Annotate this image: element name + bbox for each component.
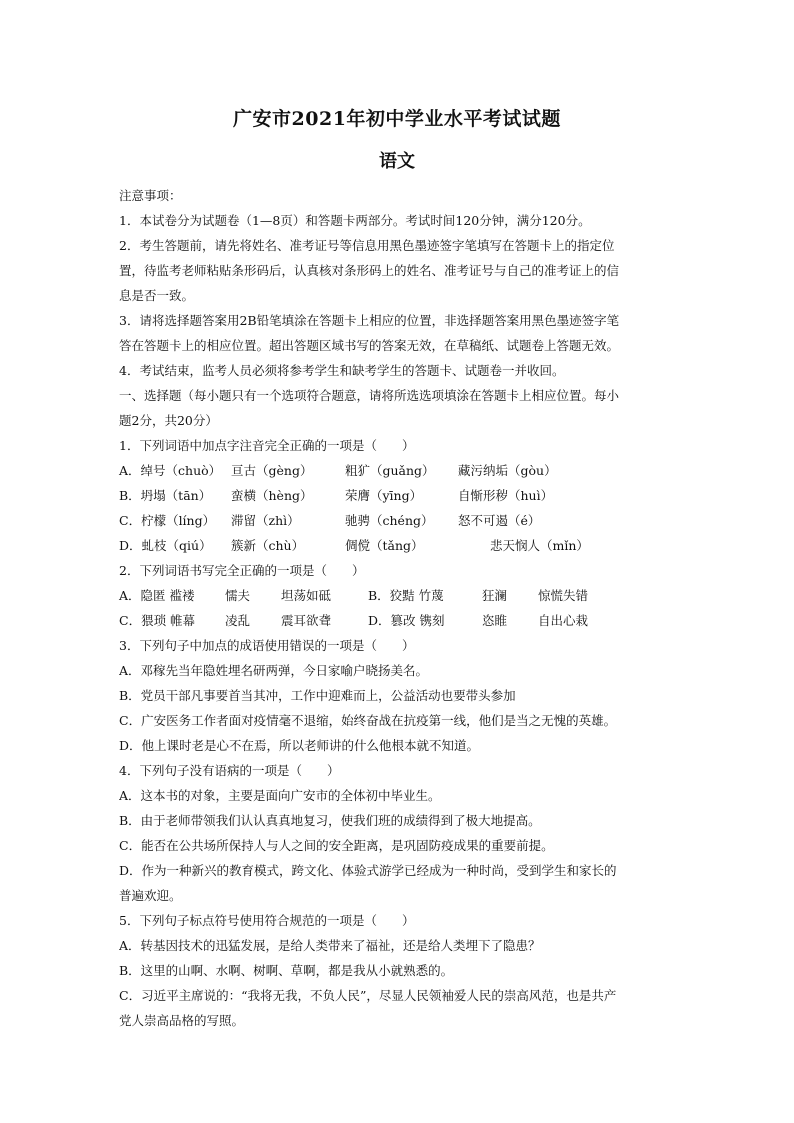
option-cell: 坦荡如砥	[281, 588, 332, 603]
option-cell: 荣膺（yīng）	[345, 488, 423, 503]
question-4-option-d: D．作为一种新兴的教育模式，跨文化、体验式游学已经成为一种时尚，受到学生和家长的	[119, 863, 617, 878]
option-cell: 震耳欲聋	[281, 613, 332, 628]
question-1-option-d	[119, 533, 679, 558]
question-3-option-c: C．广安医务工作者面对疫情毫不退缩，始终奋战在抗疫第一线，他们是当之无愧的英雄。	[119, 713, 617, 728]
note-line: 4．考试结束，监考人员必须将参考学生和缺考学生的答题卡、试题卷一并收回。	[119, 363, 565, 378]
question-5-option-c: C．习近平主席说的：“我将无我，不负人民”，尽显人民领袖爱人民的崇高风范，也是共产	[119, 988, 617, 1003]
question-3-option-d: D．他上课时老是心不在焉，所以老师讲的什么他根本就不知道。	[119, 738, 480, 753]
question-4-option-d-cont: 普遍欢迎。	[119, 888, 182, 903]
exam-body	[119, 183, 679, 1033]
option-cell: A．隐匿 褴褛	[119, 588, 195, 603]
option-cell: 亘古（gèng）	[231, 463, 313, 478]
question-2-options-ab	[119, 583, 679, 608]
exam-title: 广安市2021年初中学业水平考试试题	[233, 108, 561, 130]
option-cell: 滞留（zhì）	[231, 513, 300, 528]
question-2-options-cd	[119, 608, 679, 633]
note-line: 1．本试卷分为试题卷（1—8页）和答题卡两部分。考试时间120分钟，满分120分。	[119, 213, 591, 228]
option-cell: 驰骋（chéng）	[345, 513, 434, 528]
question-3-stem: 3．下列句子中加点的成语使用错误的一项是（ ）	[119, 638, 415, 653]
section-heading: 题2分，共20分）	[119, 413, 218, 428]
note-line: 答在答题卡上的相应位置。超出答题区域书写的答案无效，在草稿纸、试题卷上答题无效。	[119, 338, 620, 353]
question-4-option-a: A．这本书的对象，主要是面向广安市的全体初中毕业生。	[119, 788, 441, 803]
question-3-option-b: B．党员干部凡事要首当其冲，工作中迎难而上，公益活动也要带头参加	[119, 688, 516, 703]
question-1-option-c	[119, 508, 679, 533]
option-cell: D．虬枝（qiú）	[119, 538, 212, 553]
option-cell: A．绰号（chuò）	[119, 463, 222, 478]
question-2-stem: 2．下列词语书写完全正确的一项是（ ）	[119, 563, 365, 578]
option-cell: 簇新（chù）	[231, 538, 305, 553]
option-cell: 蛮横（hèng）	[231, 488, 313, 503]
notes-header: 注意事项：	[119, 188, 182, 203]
option-cell: 惊慌失错	[538, 588, 589, 603]
option-cell: 狂澜	[482, 588, 508, 603]
option-cell: 恣睢	[482, 613, 508, 628]
question-5-stem: 5．下列句子标点符号使用符合规范的一项是（ ）	[119, 913, 415, 928]
note-line: 息是否一致。	[119, 288, 195, 303]
question-5-option-a: A．转基因技术的迅猛发展，是给人类带来了福祉，还是给人类埋下了隐患？	[119, 938, 541, 953]
option-cell: D．篡改 镌刻	[368, 613, 445, 628]
option-cell: 悲天悯人（mǐn）	[490, 538, 589, 553]
question-4-option-b: B．由于老师带领我们认认真真地复习，使我们班的成绩得到了极大地提高。	[119, 813, 541, 828]
note-line: 2．考生答题前，请先将姓名、准考证号等信息用黑色墨迹签字笔填写在答题卡上的指定位	[119, 238, 615, 253]
option-cell: 倜傥（tǎng）	[345, 538, 424, 553]
question-1-stem: 1．下列词语中加点字注音完全正确的一项是（ ）	[119, 438, 415, 453]
option-cell: B．坍塌（tān）	[119, 488, 212, 503]
note-line: 置，待监考老师粘贴条形码后，认真核对条形码上的姓名、准考证号与自己的准考证上的信	[119, 263, 620, 278]
question-1-option-a	[119, 458, 679, 483]
question-5-option-b: B．这里的山啊、水啊、树啊、草啊，都是我从小就熟悉的。	[119, 963, 454, 978]
option-cell: 懦夫	[225, 588, 251, 603]
subject-title: 语文	[379, 151, 415, 172]
option-cell: 凌乱	[225, 613, 251, 628]
question-4-stem: 4．下列句子没有语病的一项是（ ）	[119, 763, 340, 778]
question-4-option-c: C．能否在公共场所保持人与人之间的安全距离，是巩固防疫成果的重要前提。	[119, 838, 554, 853]
option-cell: 怒不可遏（é）	[458, 513, 541, 528]
option-cell: 自出心栽	[538, 613, 589, 628]
note-line: 3．请将选择题答案用2B铅笔填涂在答题卡上相应的位置，非选择题答案用黑色墨迹签字笔	[119, 313, 620, 328]
section-heading: 一、选择题（每小题只有一个选项符合题意，请将所选选项填涂在答题卡上相应位置。每小	[119, 388, 620, 403]
option-cell: C．猥琐 帷幕	[119, 613, 196, 628]
option-cell: C．柠檬（líng）	[119, 513, 216, 528]
option-cell: 自惭形秽（huì）	[458, 488, 554, 503]
question-3-option-a: A．邓稼先当年隐姓埋名研两弹，今日家喻户晓扬美名。	[119, 663, 429, 678]
option-cell: 粗犷（guǎng）	[345, 463, 435, 478]
option-cell: B．狡黠 竹蔑	[368, 588, 444, 603]
question-1-option-b	[119, 483, 679, 508]
question-5-option-c-cont: 党人崇高品格的写照。	[119, 1013, 245, 1028]
option-cell: 藏污纳垢（gòu）	[458, 463, 557, 478]
